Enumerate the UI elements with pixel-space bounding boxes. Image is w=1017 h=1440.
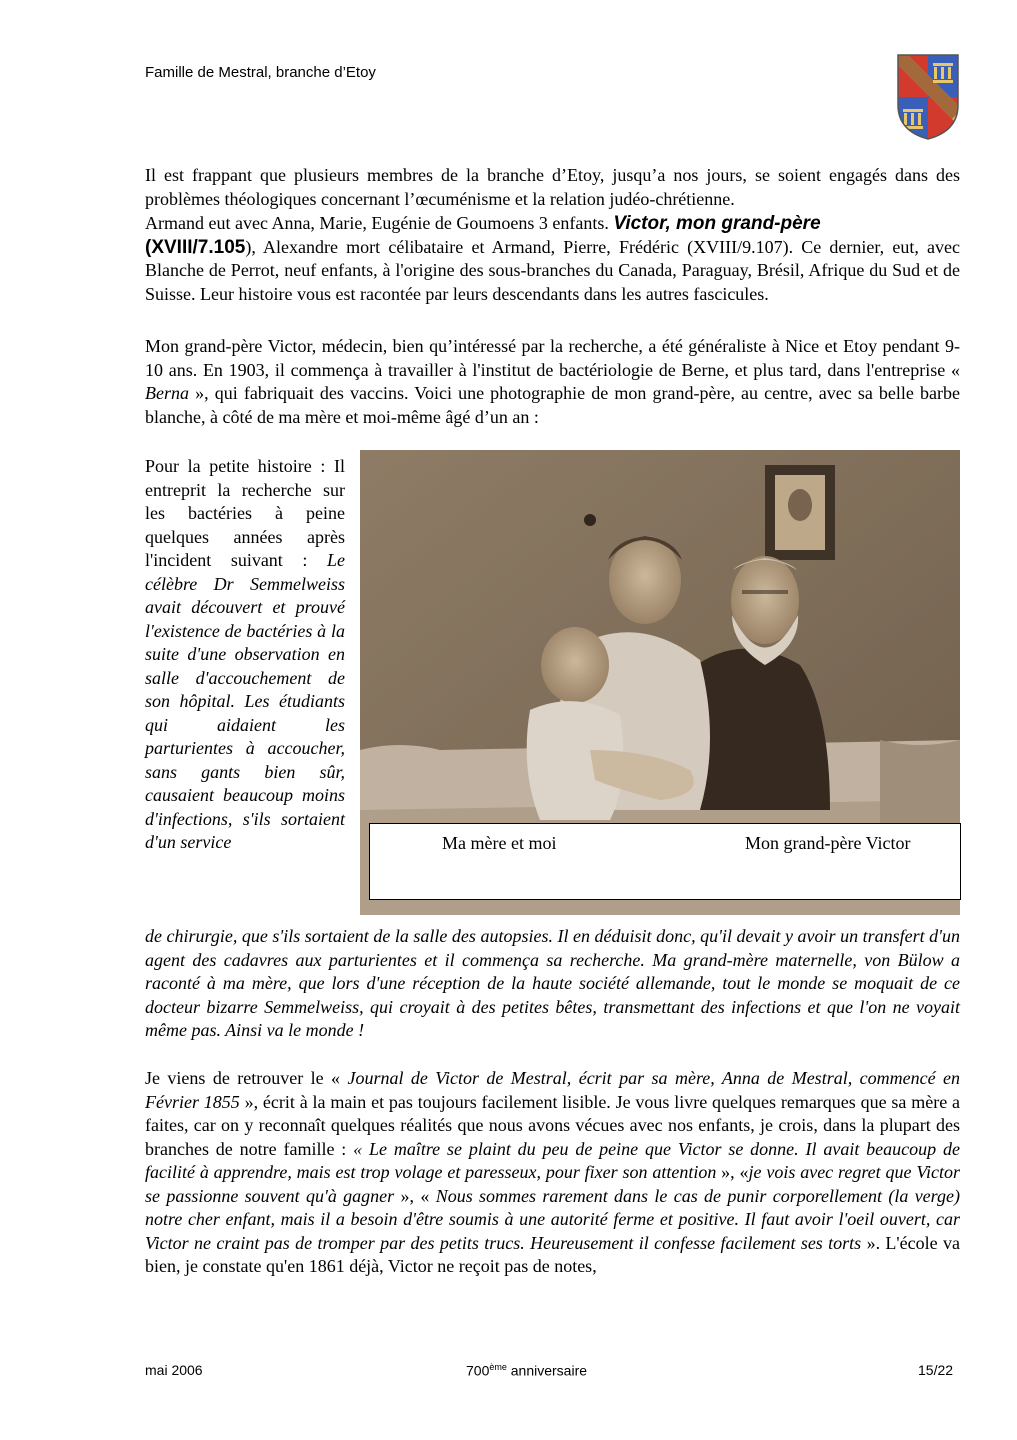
- p2-text-rest: ), Alexandre mort célibataire et Armand, Pierre, Frédéric (XVIII/9.107). Ce dernier, eut, avec Blanche de Perrot, neuf enfants, à l'origine des sous-branches du Canada, Paraguay, Brésil, Afrique du Sud et de Suisse. Leur histoire vous est racontée par leurs descendants dans les autres fascicules.: [145, 236, 960, 304]
- paragraph-intro: Il est frappant que plusieurs membres de la branche d’Etoy, jusqu’a nos jours, se soient engagés dans des problèmes théologiques concernant l’œcuménisme et la relation judéo-chrétienne.: [145, 165, 960, 209]
- footer-date: mai 2006: [145, 1362, 203, 1378]
- p3-berna: Berna: [145, 383, 189, 403]
- p3-text-end: », qui fabriquait des vaccins. Voici une photographie de mon grand-père, au centre, avec sa belle barbe blanche, à côté de ma mère et moi-même âgé d’un an :: [145, 383, 960, 427]
- paragraph-journal: [145, 1067, 960, 1279]
- p5-journal-title: Journal de Victor de Mestral, écrit par sa mère, Anna de Mestral, commencé en Février 1855: [145, 1068, 960, 1112]
- anniv-superscript: ème: [489, 1362, 507, 1372]
- p5-text-a: Je viens de retrouver le «: [145, 1068, 348, 1088]
- p2-text-start: Armand eut avec Anna, Marie, Eugénie de Goumoens 3 enfants.: [145, 213, 614, 233]
- anniv-number: 700: [466, 1362, 490, 1379]
- paragraph-semmelweiss: de chirurgie, que s'ils sortaient de la salle des autopsies. Il en déduisit donc, qu'il devait y avoir un transfert d'un agent des cadavres aux parturientes et il commença sa recherche. Ma grand-mère maternelle, von Bülow a raconté à ma mère, que lors d'une réception de la haute société allemande, tout le monde se moquait de ce docteur bizarre Semmelweiss, qui croyait à des petites bêtes, transmettant des infections et que l'on ne voyait même pas. Ainsi va le monde !: [145, 926, 960, 1040]
- p5-quote-3: Nous sommes rarement dans le cas de punir corporellement (la verge) notre cher enfant, mais il a besoin d'être soumis à une autorité ferme et positive. Il faut avoir l'oeil ouvert, car Victor ne craint pas de tromper par des petits trucs. Heureusement il confesse facilement ses torts: [145, 1185, 960, 1253]
- p3-text-start: Mon grand-père Victor, médecin, bien qu’intéressé par la recherche, a été généraliste à Nice et Etoy pendant 9-10 ans. En 1903, il commença à travailler à l'institut de bactériologie de Berne, et plus tard, dans l'entreprise «: [145, 336, 960, 380]
- p5-text-d: », «: [394, 1185, 436, 1206]
- p2-victor-number: (XVIII/7.105: [145, 236, 246, 258]
- paragraph-children: [145, 212, 960, 306]
- side-text-italic: Le célèbre Dr Semmelweiss avait découvert et prouvé l'existence de bactéries à la suite d'une observation en salle d'accouchement de son hôpital. Les étudiants qui aidaient les parturientes à accoucher, sans gants bien sûr, causaient beaucoup moins d'infections, s'ils sortaient d'un service: [145, 550, 345, 852]
- p2-victor-name: Victor, mon grand-père: [613, 213, 821, 234]
- sidebar-anecdote: [145, 455, 345, 855]
- paragraph-victor-career: [145, 335, 960, 429]
- p5-text-e: ». L'école va bien, je constate qu'en 1861 déjà, Victor ne reçoit pas de notes,: [145, 1232, 960, 1276]
- footer-page-number: 15/22: [918, 1362, 954, 1378]
- coat-of-arms-icon: [896, 53, 960, 141]
- p5-quote-1: « Le maître se plaint du peu de peine que Victor se donne. Il avait beaucoup de facilité à apprendre, mais est trop volage et paresseux, pour fixer son attention: [145, 1138, 960, 1182]
- document-header-title: Famille de Mestral, branche d’Etoy: [145, 64, 376, 81]
- photo-caption-box: [369, 823, 961, 900]
- footer-anniversary: [466, 1362, 587, 1379]
- p5-text-c: », «: [716, 1162, 749, 1182]
- side-text-normal: Pour la petite histoire : Il entreprit la recherche sur les bactéries à peine quelques années après l'incident suivant :: [145, 456, 345, 570]
- p5-quote-2: je vois avec regret que Victor se passionne souvent qu'à gagner: [145, 1162, 960, 1206]
- anniv-word: anniversaire: [506, 1362, 588, 1379]
- p5-text-b: », écrit à la main et pas toujours facilement lisible. Je vous livre quelques remarques que sa mère a faites, car on y reconnaît quelques réalités que nous avons vécues avec nos enfants, je crois, dans la plupart des branches de notre famille :: [145, 1091, 960, 1159]
- caption-grandfather: Mon grand-père Victor: [745, 833, 911, 853]
- caption-mother-and-me: Ma mère et moi: [442, 833, 557, 853]
